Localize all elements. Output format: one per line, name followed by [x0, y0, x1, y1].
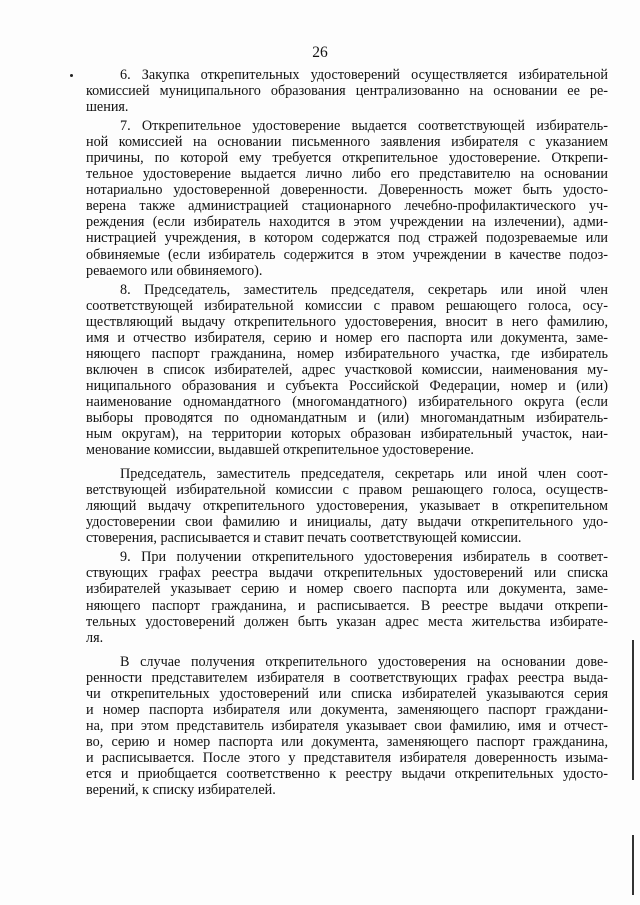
text-line: избирателей указывает серию и номер своего паспорта или документа, заме- — [86, 581, 608, 598]
text-line: и номер паспорта избирателя или документа, заменяющего паспорт граждани- — [86, 701, 608, 718]
text-line: ется и приобщается соответственно к реестру выдачи открепительных удосто- — [86, 765, 608, 782]
text-line: ниципального образования и субъекта Российской Федерации, номер и (или) — [86, 377, 608, 394]
text-line: В случае получения открепительного удостоверения на основании дове- — [120, 653, 608, 670]
text-line: верена также администрацией стационарного лечебно-профилактического уч- — [86, 198, 608, 215]
paragraph-p9 — [86, 549, 608, 645]
text-line: нотариально удостоверенной доверенности. Доверенность может быть удосто- — [86, 182, 608, 199]
text-line: 6. Закупка открепительных удостоверений осуществляется избирательной — [120, 67, 608, 83]
paragraph-p8 — [86, 282, 608, 459]
paragraph-p9b — [86, 654, 608, 798]
scan-edge-line — [632, 835, 634, 895]
text-line: во, серию и номер паспорта или документа, заменяющего паспорт гражданина, — [86, 733, 608, 750]
text-line: тельное удостоверение выдается лично либо его представителю на основании — [86, 166, 608, 183]
text-line: обвиняемые (если избиратель содержится в этом учреждении в качестве подоз- — [86, 246, 608, 263]
page-number: 26 — [312, 44, 328, 61]
text-line: соответствующей избирательной комиссии с правом решающего голоса, осу- — [86, 297, 608, 314]
text-line: няющего паспорт гражданина, номер избирательного участка, где избиратель — [86, 345, 608, 362]
text-line: ществляющий выдачу открепительного удостоверения, вносит в него фамилию, — [86, 313, 608, 330]
text-line: ствующих графах реестра выдачи открепительных удостоверений или списка — [86, 565, 608, 582]
text-line: нистрацией учреждения, в котором содержатся под стражей подозреваемые или — [86, 230, 608, 247]
text-line: реждения (если избиратель находится в этом учреждении на излечении), адми- — [86, 214, 608, 231]
text-line: причины, по которой ему требуется открепительное удостоверение. Открепи- — [86, 150, 608, 167]
text-line: имя и отчество избирателя, серию и номер его паспорта или документа, заме- — [86, 329, 608, 346]
paragraph-gap — [86, 458, 608, 466]
paragraph-p6 — [86, 67, 608, 115]
text-line: Председатель, заместитель председателя, секретарь или иной член соот- — [120, 466, 608, 483]
paragraph-p7 — [86, 118, 608, 278]
text-line: наименование одномандатного (многомандатного) избирательного округа (если — [86, 393, 608, 410]
text-line: 8. Председатель, заместитель председателя, секретарь или иной член — [120, 281, 608, 298]
text-line: ля. — [86, 629, 104, 646]
text-line: шения. — [86, 99, 129, 116]
text-line: тельных удостоверений должен быть указан адрес места жительства избирате- — [86, 613, 608, 630]
paragraph-gap — [86, 646, 608, 654]
text-line: включен в список избирателей, адрес участковой комиссии, наименования му- — [86, 361, 608, 378]
text-line: ляющий выдачу открепительного удостоверения, указывает в открепительном — [86, 498, 608, 515]
text-line: чи открепительных удостоверений или списка избирателей указываются серия — [86, 685, 608, 702]
text-line: реваемого или обвиняемого). — [86, 262, 263, 279]
text-line: верений, к списку избирателей. — [86, 782, 276, 799]
text-line: ным округам), на территории которых образован избирательный участок, наи- — [86, 426, 608, 443]
text-line: ной комиссией на основании письменного заявления избирателя с указанием — [86, 134, 608, 151]
text-line: 9. При получении открепительного удостоверения избиратель в соответ- — [120, 549, 608, 566]
text-line: няющего паспорт гражданина, и расписывается. В реестре выдачи открепи- — [86, 597, 608, 614]
text-line: и расписывается. После этого у представителя избирателя доверенность изыма- — [86, 749, 608, 766]
text-line: на, при этом представитель избирателя указывает свои фамилию, имя и отчест- — [86, 717, 608, 734]
text-line: 7. Открепительное удостоверение выдается соответствующей избиратель- — [120, 118, 608, 135]
text-line: стоверения, расписывается и ставит печать соответствующей комиссии. — [86, 530, 522, 547]
text-line: ренности представителем избирателя в соответствующих графах реестра выда- — [86, 669, 608, 686]
document-body — [86, 67, 608, 798]
paragraph-p8b — [86, 466, 608, 546]
text-line: ветствующей избирательной комиссии с правом решающего голоса, осуществ- — [86, 482, 608, 499]
scan-mark — [70, 74, 73, 77]
text-line: выборы проводятся по одномандатным и (или) многомандатным избиратель- — [86, 409, 608, 426]
text-line: менование комиссии, выдавшей открепительное удостоверение. — [86, 442, 474, 459]
scan-edge-line — [632, 640, 634, 780]
text-line: удостоверении свои фамилию и инициалы, дату выдачи открепительного удо- — [86, 514, 608, 531]
text-line: комиссией муниципального образования централизованно на основании ее ре- — [86, 83, 608, 100]
